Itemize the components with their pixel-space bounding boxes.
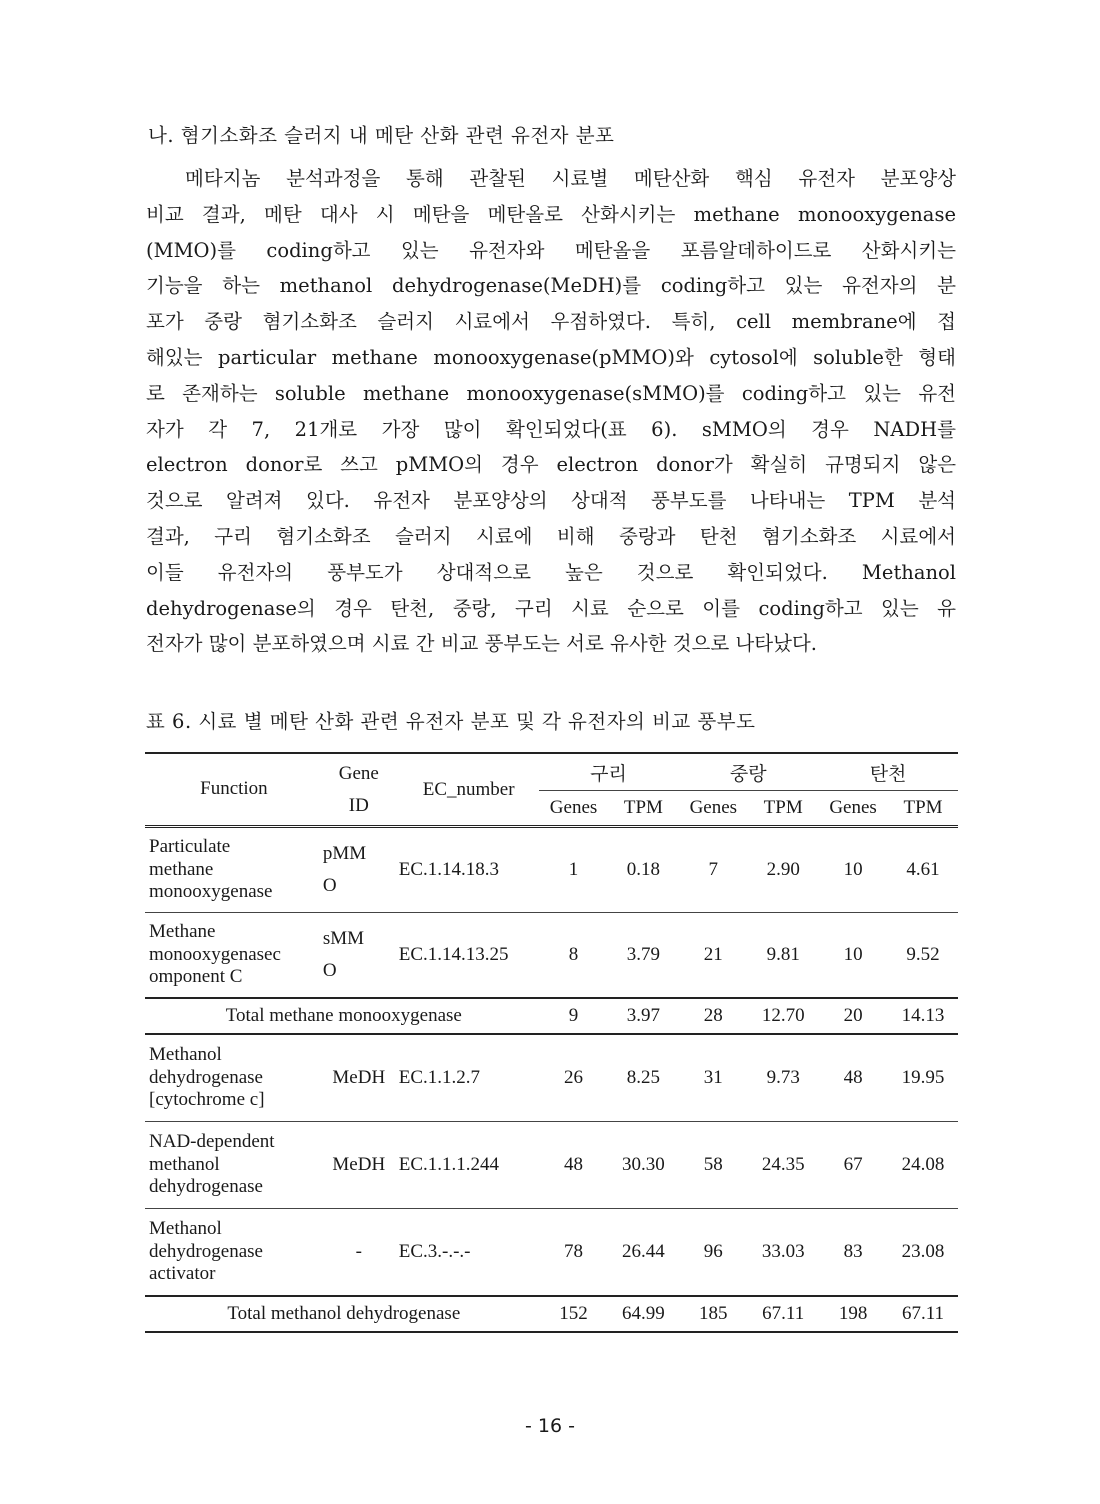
paragraph-line: 해있는 particular methane monooxygenase(pMMO)와 cytosol에 soluble한 형태 bbox=[146, 345, 956, 369]
cell-ec-number: EC.1.1.2.7 bbox=[395, 1034, 539, 1122]
cell-value: 14.13 bbox=[888, 998, 958, 1034]
paragraph-line: 로 존재하는 soluble methane monooxygenase(sMMO)를 coding하고 있는 유전 bbox=[146, 381, 956, 405]
cell-value: 185 bbox=[678, 1296, 748, 1332]
cell-text: dehydrogenase bbox=[149, 1240, 263, 1262]
paragraph-line: 비교 결과, 메탄 대사 시 메탄을 메탄올로 산화시키는 methane monooxygenase bbox=[146, 202, 956, 226]
cell-value: 152 bbox=[539, 1296, 609, 1332]
cell-ec-number: EC.1.14.18.3 bbox=[395, 827, 539, 913]
cell-value: 26.44 bbox=[608, 1209, 678, 1297]
cell-value: 67 bbox=[818, 1122, 888, 1209]
paragraph-line: 것으로 알려져 있다. 유전자 분포양상의 상대적 풍부도를 나타내는 TPM 분석 bbox=[146, 489, 956, 513]
cell-function bbox=[145, 1034, 319, 1122]
cell-value: 26 bbox=[539, 1034, 609, 1122]
cell-ec-number: EC.1.14.13.25 bbox=[395, 913, 539, 999]
cell-text: Particulate bbox=[149, 836, 231, 858]
paragraph-line: 포가 중랑 혐기소화조 슬러지 시료에서 우점하였다. 특히, cell membrane에 접 bbox=[146, 310, 956, 334]
cell-text: sMM bbox=[322, 928, 365, 949]
cell-text: monooxygenase bbox=[149, 881, 273, 903]
cell-function bbox=[145, 1122, 319, 1209]
cell-value: 78 bbox=[539, 1209, 609, 1297]
cell-text: O bbox=[322, 875, 337, 896]
header-gene-id bbox=[319, 753, 395, 827]
cell-value: 96 bbox=[678, 1209, 748, 1297]
cell-value: 48 bbox=[539, 1122, 609, 1209]
cell-value: 20 bbox=[818, 998, 888, 1034]
paragraph-line: 이들 유전자의 풍부도가 상대적으로 높은 것으로 확인되었다. Methanol bbox=[146, 560, 956, 584]
table-total-row bbox=[145, 998, 958, 1034]
cell-value: 7 bbox=[678, 827, 748, 913]
header-genes: Genes bbox=[818, 791, 888, 827]
cell-value: 8 bbox=[539, 913, 609, 999]
cell-value: 24.08 bbox=[888, 1122, 958, 1209]
cell-value: 58 bbox=[678, 1122, 748, 1209]
cell-ec-number: EC.3.-.-.- bbox=[395, 1209, 539, 1297]
cell-value: 198 bbox=[818, 1296, 888, 1332]
table-row bbox=[145, 1122, 958, 1209]
cell-value: 33.03 bbox=[748, 1209, 818, 1297]
cell-gene-id bbox=[319, 1034, 395, 1122]
cell-total-label: Total methane monooxygenase bbox=[145, 998, 539, 1034]
paragraph-line: (MMO)를 coding하고 있는 유전자와 메탄올을 포름알데하이드로 산화시키는 bbox=[146, 238, 956, 262]
cell-text: methane bbox=[149, 858, 214, 880]
cell-value: 12.70 bbox=[748, 998, 818, 1034]
cell-value: 1 bbox=[539, 827, 609, 913]
cell-total-label: Total methanol dehydrogenase bbox=[145, 1296, 539, 1332]
cell-text: MeDH bbox=[332, 1154, 386, 1175]
header-function: Function bbox=[145, 753, 319, 827]
table-row bbox=[145, 1034, 958, 1122]
cell-text: MeDH bbox=[332, 1067, 386, 1088]
cell-value: 28 bbox=[678, 998, 748, 1034]
cell-value: 31 bbox=[678, 1034, 748, 1122]
page-number: - 16 - bbox=[525, 1415, 575, 1437]
paragraph-line: 기능을 하는 methanol dehydrogenase(MeDH)를 coding하고 있는 유전자의 분 bbox=[146, 274, 956, 298]
cell-text: [cytochrome c] bbox=[149, 1089, 265, 1111]
cell-value: 21 bbox=[678, 913, 748, 999]
body-paragraph bbox=[146, 161, 956, 662]
cell-ec-number: EC.1.1.1.244 bbox=[395, 1122, 539, 1209]
gene-distribution-table bbox=[145, 752, 958, 1333]
paragraph-line: 자가 각 7, 21개로 가장 많이 확인되었다(표 6). sMMO의 경우 NADH를 bbox=[146, 417, 956, 441]
cell-value: 48 bbox=[818, 1034, 888, 1122]
cell-value: 19.95 bbox=[888, 1034, 958, 1122]
header-genes: Genes bbox=[678, 791, 748, 827]
cell-function bbox=[145, 1209, 319, 1297]
table-header-row bbox=[145, 753, 958, 791]
cell-text: dehydrogenase bbox=[149, 1066, 263, 1088]
cell-text: omponent C bbox=[149, 966, 243, 988]
cell-value: 0.18 bbox=[608, 827, 678, 913]
cell-text: Methanol bbox=[149, 1044, 222, 1066]
cell-text: - bbox=[355, 1241, 362, 1262]
paragraph-line: 메타지놈 분석과정을 통해 관찰된 시료별 메탄산화 핵심 유전자 분포양상 bbox=[146, 167, 956, 190]
cell-value: 9.73 bbox=[748, 1034, 818, 1122]
cell-value: 10 bbox=[818, 913, 888, 999]
cell-text: Methane bbox=[149, 921, 216, 943]
table-row bbox=[145, 827, 958, 913]
header-tpm: TPM bbox=[888, 791, 958, 827]
table-total-row bbox=[145, 1296, 958, 1332]
cell-text: activator bbox=[149, 1263, 216, 1285]
cell-text: pMM bbox=[322, 843, 367, 864]
cell-function bbox=[145, 913, 319, 999]
cell-value: 3.79 bbox=[608, 913, 678, 999]
paragraph-line: electron donor로 쓰고 pMMO의 경우 electron donor가 확실히 규명되지 않은 bbox=[146, 453, 956, 477]
section-heading: 나. 혐기소화조 슬러지 내 메탄 산화 관련 유전자 분포 bbox=[148, 124, 615, 147]
cell-text: monooxygenasec bbox=[149, 943, 281, 965]
cell-function bbox=[145, 827, 319, 913]
cell-text: dehydrogenase bbox=[149, 1176, 263, 1198]
table-row bbox=[145, 1209, 958, 1297]
cell-gene-id bbox=[319, 1209, 395, 1297]
cell-value: 10 bbox=[818, 827, 888, 913]
cell-value: 67.11 bbox=[748, 1296, 818, 1332]
cell-value: 3.97 bbox=[608, 998, 678, 1034]
cell-gene-id bbox=[319, 827, 395, 913]
cell-value: 24.35 bbox=[748, 1122, 818, 1209]
cell-value: 9.52 bbox=[888, 913, 958, 999]
cell-value: 8.25 bbox=[608, 1034, 678, 1122]
header-gene-id-line2: ID bbox=[348, 794, 369, 816]
header-site-guri: 구리 bbox=[539, 753, 679, 791]
header-tpm: TPM bbox=[608, 791, 678, 827]
cell-value: 9 bbox=[539, 998, 609, 1034]
header-gene-id-line1: Gene bbox=[338, 762, 379, 784]
cell-value: 64.99 bbox=[608, 1296, 678, 1332]
table-row bbox=[145, 913, 958, 999]
cell-gene-id bbox=[319, 913, 395, 999]
cell-value: 2.90 bbox=[748, 827, 818, 913]
cell-value: 9.81 bbox=[748, 913, 818, 999]
header-site-tancheon: 탄천 bbox=[818, 753, 958, 791]
cell-text: O bbox=[322, 960, 337, 981]
header-tpm: TPM bbox=[748, 791, 818, 827]
cell-gene-id bbox=[319, 1122, 395, 1209]
header-genes: Genes bbox=[539, 791, 609, 827]
cell-text: methanol bbox=[149, 1153, 220, 1175]
cell-value: 30.30 bbox=[608, 1122, 678, 1209]
cell-value: 67.11 bbox=[888, 1296, 958, 1332]
cell-value: 83 bbox=[818, 1209, 888, 1297]
cell-value: 23.08 bbox=[888, 1209, 958, 1297]
header-site-jungnang: 중랑 bbox=[678, 753, 818, 791]
header-ec-number: EC_number bbox=[395, 753, 539, 827]
table-caption: 표 6. 시료 별 메탄 산화 관련 유전자 분포 및 각 유전자의 비교 풍부도 bbox=[146, 710, 756, 733]
paragraph-line: 결과, 구리 혐기소화조 슬러지 시료에 비해 중랑과 탄천 혐기소화조 시료에서 bbox=[146, 524, 956, 548]
paragraph-line: dehydrogenase의 경우 탄천, 중랑, 구리 시료 순으로 이를 coding하고 있는 유 bbox=[146, 596, 956, 620]
cell-text: NAD-dependent bbox=[149, 1131, 275, 1153]
cell-text: Methanol bbox=[149, 1218, 222, 1240]
paragraph-line: 전자가 많이 분포하였으며 시료 간 비교 풍부도는 서로 유사한 것으로 나타났다. bbox=[146, 632, 817, 656]
cell-value: 4.61 bbox=[888, 827, 958, 913]
